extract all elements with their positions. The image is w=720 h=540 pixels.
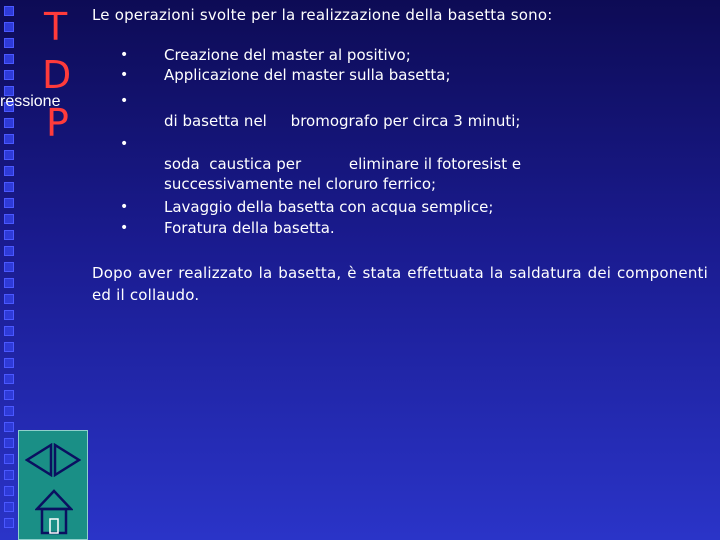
conclusion-paragraph: Dopo aver realizzato la basetta, è stata effettuata la saldatura dei componenti ed il collaudo. bbox=[92, 264, 708, 304]
logo-letter-d: D bbox=[42, 53, 72, 97]
bullet-dot: • bbox=[120, 220, 129, 236]
logo-letter-p: P bbox=[46, 101, 69, 145]
decorative-square bbox=[4, 38, 14, 48]
decorative-square bbox=[4, 454, 14, 464]
decorative-square bbox=[4, 438, 14, 448]
step-item-1: Creazione del master al positivo; bbox=[164, 46, 411, 64]
decorative-square bbox=[4, 246, 14, 256]
decorative-square bbox=[4, 342, 14, 352]
navigation-panel bbox=[18, 430, 88, 540]
bullet-dot: • bbox=[120, 67, 129, 83]
decorative-square bbox=[4, 70, 14, 80]
decorative-square bbox=[4, 214, 14, 224]
decorative-square-strip bbox=[0, 0, 18, 540]
decorative-square bbox=[4, 374, 14, 384]
step-item-5: Lavaggio della basetta con acqua semplice; bbox=[164, 198, 494, 216]
decorative-square bbox=[4, 182, 14, 192]
decorative-square bbox=[4, 150, 14, 160]
decorative-square bbox=[4, 6, 14, 16]
decorative-square bbox=[4, 22, 14, 32]
decorative-square bbox=[4, 502, 14, 512]
home-icon[interactable] bbox=[35, 489, 73, 535]
triangle-left-icon[interactable] bbox=[25, 443, 53, 477]
decorative-square bbox=[4, 390, 14, 400]
step-item-4-line2: successivamente nel cloruro ferrico; bbox=[164, 175, 437, 193]
decorative-square bbox=[4, 262, 14, 272]
step-item-6: Foratura della basetta. bbox=[164, 219, 335, 237]
logo-word: ressione bbox=[0, 93, 61, 110]
decorative-square bbox=[4, 406, 14, 416]
decorative-square bbox=[4, 54, 14, 64]
decorative-square bbox=[4, 326, 14, 336]
bullet-dot: • bbox=[120, 136, 129, 152]
step-item-4-line1: soda caustica per eliminare il fotoresist e bbox=[164, 155, 522, 173]
decorative-square bbox=[4, 518, 14, 528]
decorative-square bbox=[4, 486, 14, 496]
decorative-square bbox=[4, 422, 14, 432]
intro-text: Le operazioni svolte per la realizzazione della basetta sono: bbox=[92, 6, 553, 24]
decorative-square bbox=[4, 118, 14, 128]
logo-letter-t: T bbox=[44, 5, 68, 49]
decorative-square bbox=[4, 358, 14, 368]
decorative-square bbox=[4, 134, 14, 144]
decorative-square bbox=[4, 470, 14, 480]
decorative-square bbox=[4, 278, 14, 288]
decorative-square bbox=[4, 310, 14, 320]
decorative-square bbox=[4, 294, 14, 304]
step-item-2: Applicazione del master sulla basetta; bbox=[164, 66, 451, 84]
triangle-right-icon[interactable] bbox=[53, 443, 81, 477]
decorative-square bbox=[4, 230, 14, 240]
bullet-dot: • bbox=[120, 93, 129, 109]
bullet-dot: • bbox=[120, 47, 129, 63]
step-item-3: di basetta nel bromografo per circa 3 minuti; bbox=[164, 112, 521, 130]
decorative-square bbox=[4, 166, 14, 176]
decorative-square bbox=[4, 198, 14, 208]
bullet-dot: • bbox=[120, 199, 129, 215]
